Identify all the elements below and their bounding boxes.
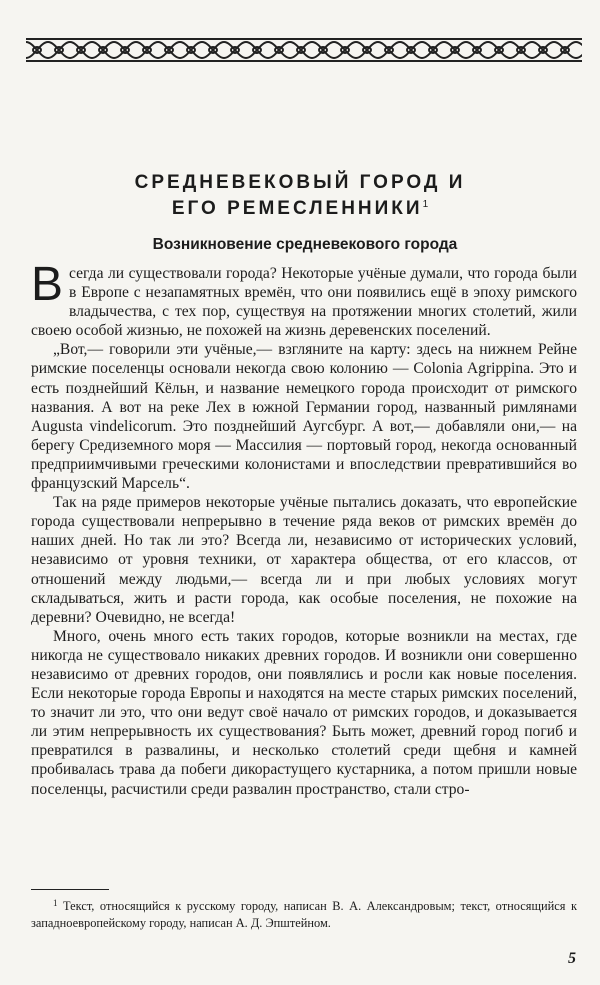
footnote bbox=[31, 895, 577, 932]
chapter-title-text: ЕГО РЕМЕСЛЕННИКИ bbox=[171, 198, 423, 219]
title-footnote-marker: 1 bbox=[422, 199, 429, 210]
footnote-marker: 1 bbox=[53, 898, 58, 908]
footnote-divider bbox=[31, 889, 109, 890]
paragraph-2: „Вот,— говорили эти учёные,— взгляните на карту: здесь на нижнем Рейне римские поселенцы основали некогда свою колонию — Colonia Agrippina. Это и есть позднейший Кёльн, и название немецкого города происходит от римского названия. А вот на реке Лех в южной Германии город, названный римлянами Augusta vindelicorum. Это позднейший Аугсбург. А вот,— добавляли они,— на берегу Средиземного моря — Массилия — портовый город, некогда основанный предприимчивыми греческими колонистами и впоследствии превратившийся во французский Марсель“. bbox=[31, 341, 577, 493]
paragraph-4: Много, очень много есть таких городов, которые возникли на местах, где никогда не существовало никаких древних городов. И возникли они совершенно независимо от древних городов, они появлялись и росли как новые поселения. Если некоторые города Европы и находятся на месте старых римских поселений, то значит ли это, что они ведут своё начало от римских городов, и доказывается ли этим непрерывность их существования? Быть может, древний город погиб и превратился в развалины, и несколько столетий среди щебня и камней пробивалась трава да побеги дикорастущего кустарника, а потом пришли новые поселенцы, расчистили среди развалин пространство, стали стро- bbox=[31, 627, 577, 798]
chapter-title-line-2 bbox=[0, 198, 600, 220]
chapter-title-line-1: СРЕДНЕВЕКОВЫЙ ГОРОД И bbox=[134, 172, 466, 193]
page-number: 5 bbox=[568, 950, 576, 967]
paragraph-3: Так на ряде примеров некоторые учёные пытались доказать, что европейские города существовали непрерывно в течение ряда веков от римских времён до наших дней. Но так ли это? Всегда ли, независимо от исторических условий, независимо от уровня техники, от характера общества, от его классов, от отношений между людьми,— всегда ли и при любых условиях могут складываться, жить и расти города, как особые поселения, не похожие на деревни? Очевидно, не всегда! bbox=[31, 494, 577, 626]
paragraph-1-text: сегда ли существовали города? Некоторые учёные думали, что города были в Европе с незапамятных времён, что они появились ещё в эпоху римского владычества, с тех пор, существуя на протяжении многих столетий, жили своею особой жизнью, не похожей на жизнь деревенских поселений. bbox=[31, 265, 577, 340]
paragraph-1 bbox=[31, 258, 577, 340]
main-text bbox=[31, 258, 577, 799]
footnote-text: Текст, относящийся к русскому городу, написан В. А. Александровым; текст, относящийся к западноевропейскому городу, написан А. Д. Эпштейном. bbox=[31, 899, 577, 930]
decorative-border-ornament bbox=[26, 36, 582, 64]
drop-cap: В bbox=[31, 258, 64, 311]
section-subtitle: Возникновение средневекового города bbox=[152, 236, 458, 253]
